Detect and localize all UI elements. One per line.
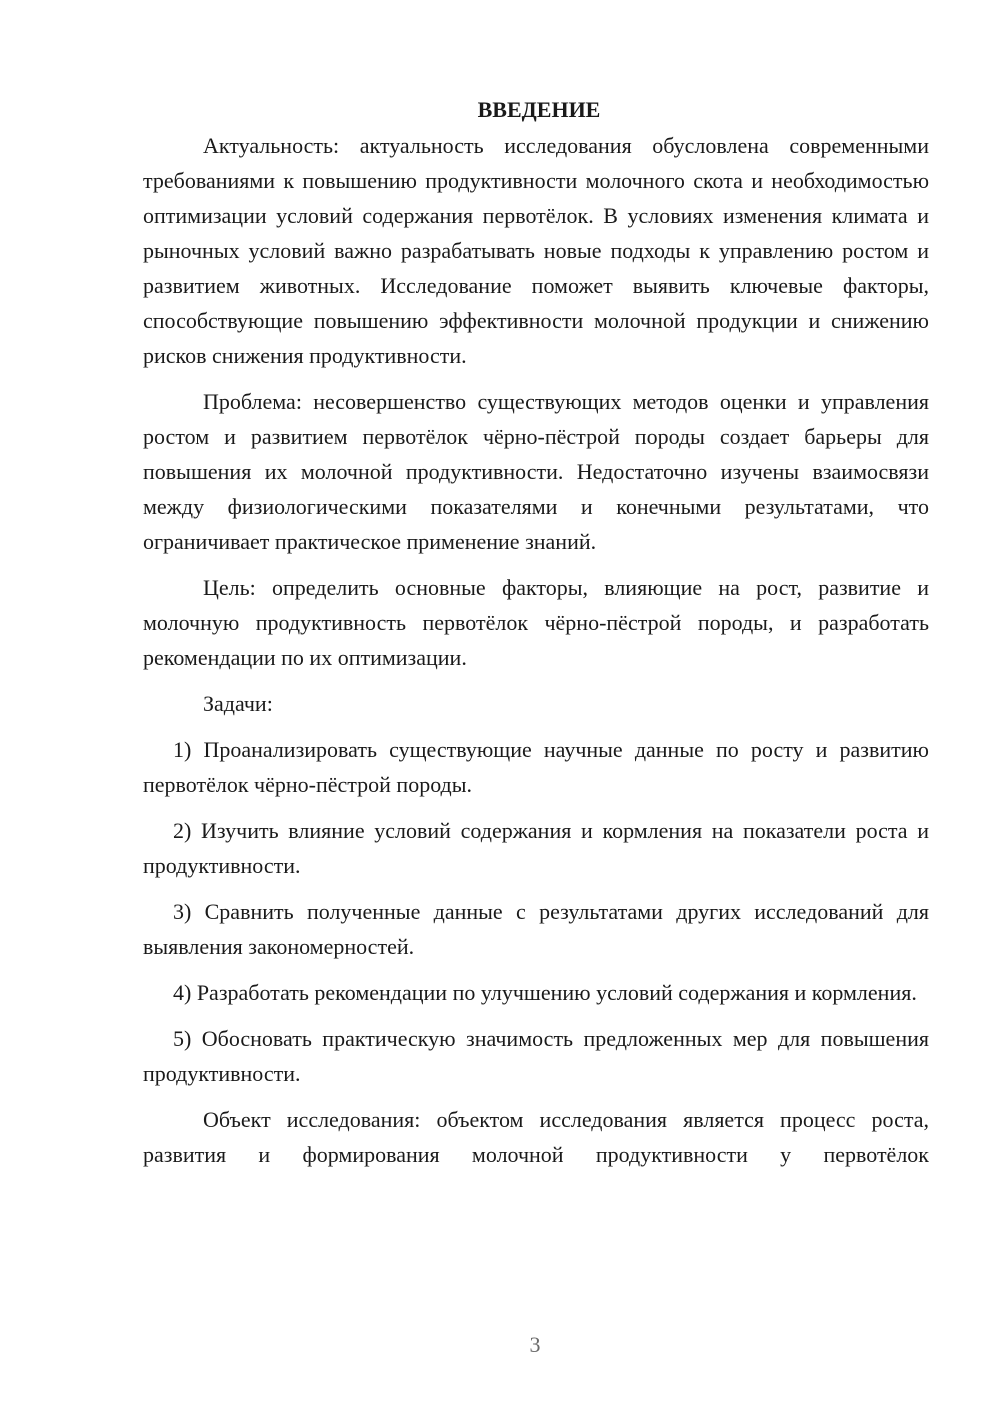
paragraph-problem: Проблема: несовершенство существующих методов оценки и управления ростом и развитием первотёлок чёрно-пёстрой породы создает барьеры для повышения их молочной продуктивности. Недостаточно изучены взаимосвязи между физиологическими показателями и конечными результатами, что ограничивает практическое применение знаний. [143, 389, 929, 554]
page-content [143, 92, 929, 1183]
page-title: ВВЕДЕНИЕ [477, 97, 601, 122]
task-item-1: 1) Проанализировать существующие научные данные по росту и развитию первотёлок чёрно-пёстрой породы. [143, 737, 929, 797]
task-item-4: 4) Разработать рекомендации по улучшению условий содержания и кормления. [173, 980, 917, 1005]
paragraph-object: Объект исследования: объектом исследования является процесс роста, развития и формирования молочной продуктивности у первотёлок [143, 1107, 929, 1167]
page-number: 3 [529, 1332, 541, 1357]
paragraph-relevance: Актуальность: актуальность исследования обусловлена современными требованиями к повышению продуктивности молочного скота и необходимостью оптимизации условий содержания первотёлок. В условиях изменения климата и рыночных условий важно разрабатывать новые подходы к управлению ростом и развитием животных. Исследование поможет выявить ключевые факторы, способствующие повышению эффективности молочной продукции и снижению рисков снижения продуктивности. [143, 133, 929, 368]
task-item-2: 2) Изучить влияние условий содержания и кормления на показатели роста и продуктивности. [143, 818, 929, 878]
task-item-5: 5) Обосновать практическую значимость предложенных мер для повышения продуктивности. [143, 1026, 929, 1086]
task-item-3: 3) Сравнить полученные данные с результатами других исследований для выявления закономерностей. [143, 899, 929, 959]
paragraph-goal: Цель: определить основные факторы, влияющие на рост, развитие и молочную продуктивность первотёлок чёрно-пёстрой породы, и разработать рекомендации по их оптимизации. [143, 575, 929, 670]
tasks-heading: Задачи: [203, 691, 273, 716]
